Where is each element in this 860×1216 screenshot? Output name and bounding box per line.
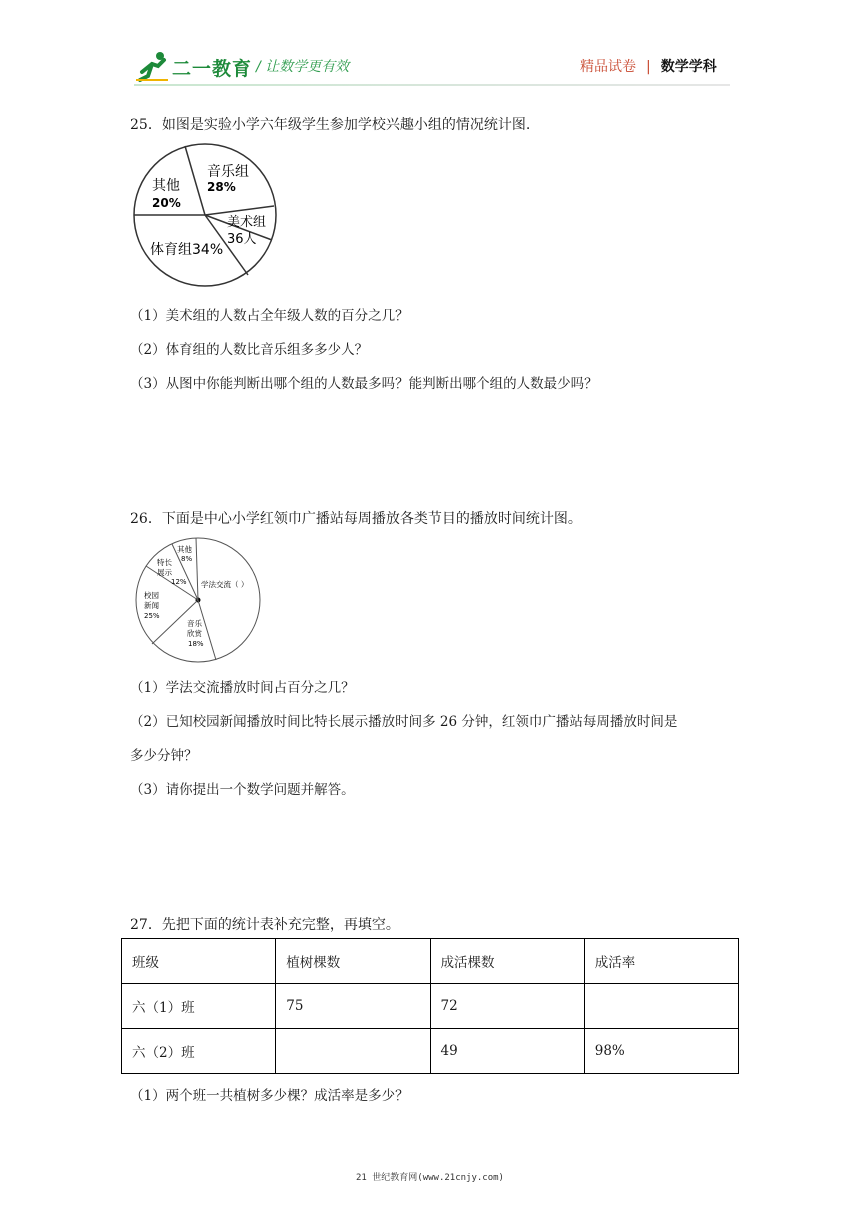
table-header-row <box>122 939 739 984</box>
q25-other-value: 20% <box>152 196 181 210</box>
header-separator: | <box>646 59 651 75</box>
q26-music-name-1: 音乐 <box>187 619 202 628</box>
q25-other-name: 其他 <box>152 178 180 194</box>
q26-special-name-2: 展示 <box>157 568 172 577</box>
q26-special-name-1: 特长 <box>157 558 172 567</box>
q25-question-2: （2）体育组的人数比音乐组多多少人？ <box>130 342 369 358</box>
q26-news-name-2: 新闻 <box>144 601 159 610</box>
q26-other-name: 其他 <box>177 545 192 554</box>
table-header-cell: 班级 <box>122 939 276 984</box>
table-cell: 六（1）班 <box>122 984 276 1029</box>
q26-question-2-cont: 多少分钟？ <box>130 748 198 764</box>
q25-music-value: 28% <box>207 180 236 194</box>
brand-name: 二一教育 <box>172 58 253 80</box>
table-cell: 72 <box>430 984 584 1029</box>
q27-stat-table <box>121 938 739 1074</box>
table-cell: 98% <box>584 1029 738 1074</box>
header-right <box>580 56 717 76</box>
runner-icon <box>134 50 174 84</box>
q25-title: 25．如图是实验小学六年级学生参加学校兴趣小组的情况统计图. <box>130 117 531 133</box>
q26-news-name-1: 校园 <box>144 591 159 600</box>
table-cell <box>276 1029 430 1074</box>
q26-news-value: 25% <box>144 612 160 620</box>
q26-law-label: 学法交流（ ） <box>201 580 249 589</box>
q27-question-1: （1）两个班一共植树多少棵？成活率是多少？ <box>130 1088 409 1104</box>
q26-question-3: （3）请你提出一个数学问题并解答。 <box>130 782 355 798</box>
header-tag: 精品试卷 <box>580 59 636 75</box>
table-header-cell: 植树棵数 <box>276 939 430 984</box>
q25-art-name: 美术组 <box>227 215 267 230</box>
q26-music-name-2: 欣赏 <box>187 629 202 638</box>
q26-title: 26．下面是中心小学红领巾广播站每周播放各类节目的播放时间统计图。 <box>130 511 582 527</box>
q26-other-value: 8% <box>181 555 193 563</box>
q26-question-2: （2）已知校园新闻播放时间比特长展示播放时间多 26 分钟，红领巾广播站每周播放时间是 <box>130 714 678 730</box>
table-row <box>122 984 739 1029</box>
q25-sports-label: 体育组34% <box>150 242 224 258</box>
q26-special-value: 12% <box>171 578 187 586</box>
q25-pie-chart <box>130 140 280 290</box>
q25-music-name: 音乐组 <box>207 164 249 180</box>
table-header-cell: 成活棵数 <box>430 939 584 984</box>
table-row <box>122 1029 739 1074</box>
brand-slogan: / 让数学更有效 <box>256 59 350 75</box>
table-cell: 49 <box>430 1029 584 1074</box>
q25-question-3: （3）从图中你能判断出哪个组的人数最多吗？能判断出哪个组的人数最少吗？ <box>130 376 598 392</box>
q27-title: 27．先把下面的统计表补充完整，再填空。 <box>130 917 400 933</box>
table-header-cell: 成活率 <box>584 939 738 984</box>
table-cell <box>584 984 738 1029</box>
q26-question-1: （1）学法交流播放时间占百分之几？ <box>130 680 355 696</box>
page-footer: 21 世纪教育网(www.21cnjy.com) <box>356 1173 504 1183</box>
q26-pie-chart <box>132 536 264 666</box>
q25-art-value: 36人 <box>227 232 257 247</box>
table-cell: 75 <box>276 984 430 1029</box>
table-cell: 六（2）班 <box>122 1029 276 1074</box>
header-subject: 数学学科 <box>660 59 717 75</box>
header-divider <box>134 84 730 86</box>
q26-music-value: 18% <box>188 640 204 648</box>
q25-question-1: （1）美术组的人数占全年级人数的百分之几？ <box>130 308 409 324</box>
